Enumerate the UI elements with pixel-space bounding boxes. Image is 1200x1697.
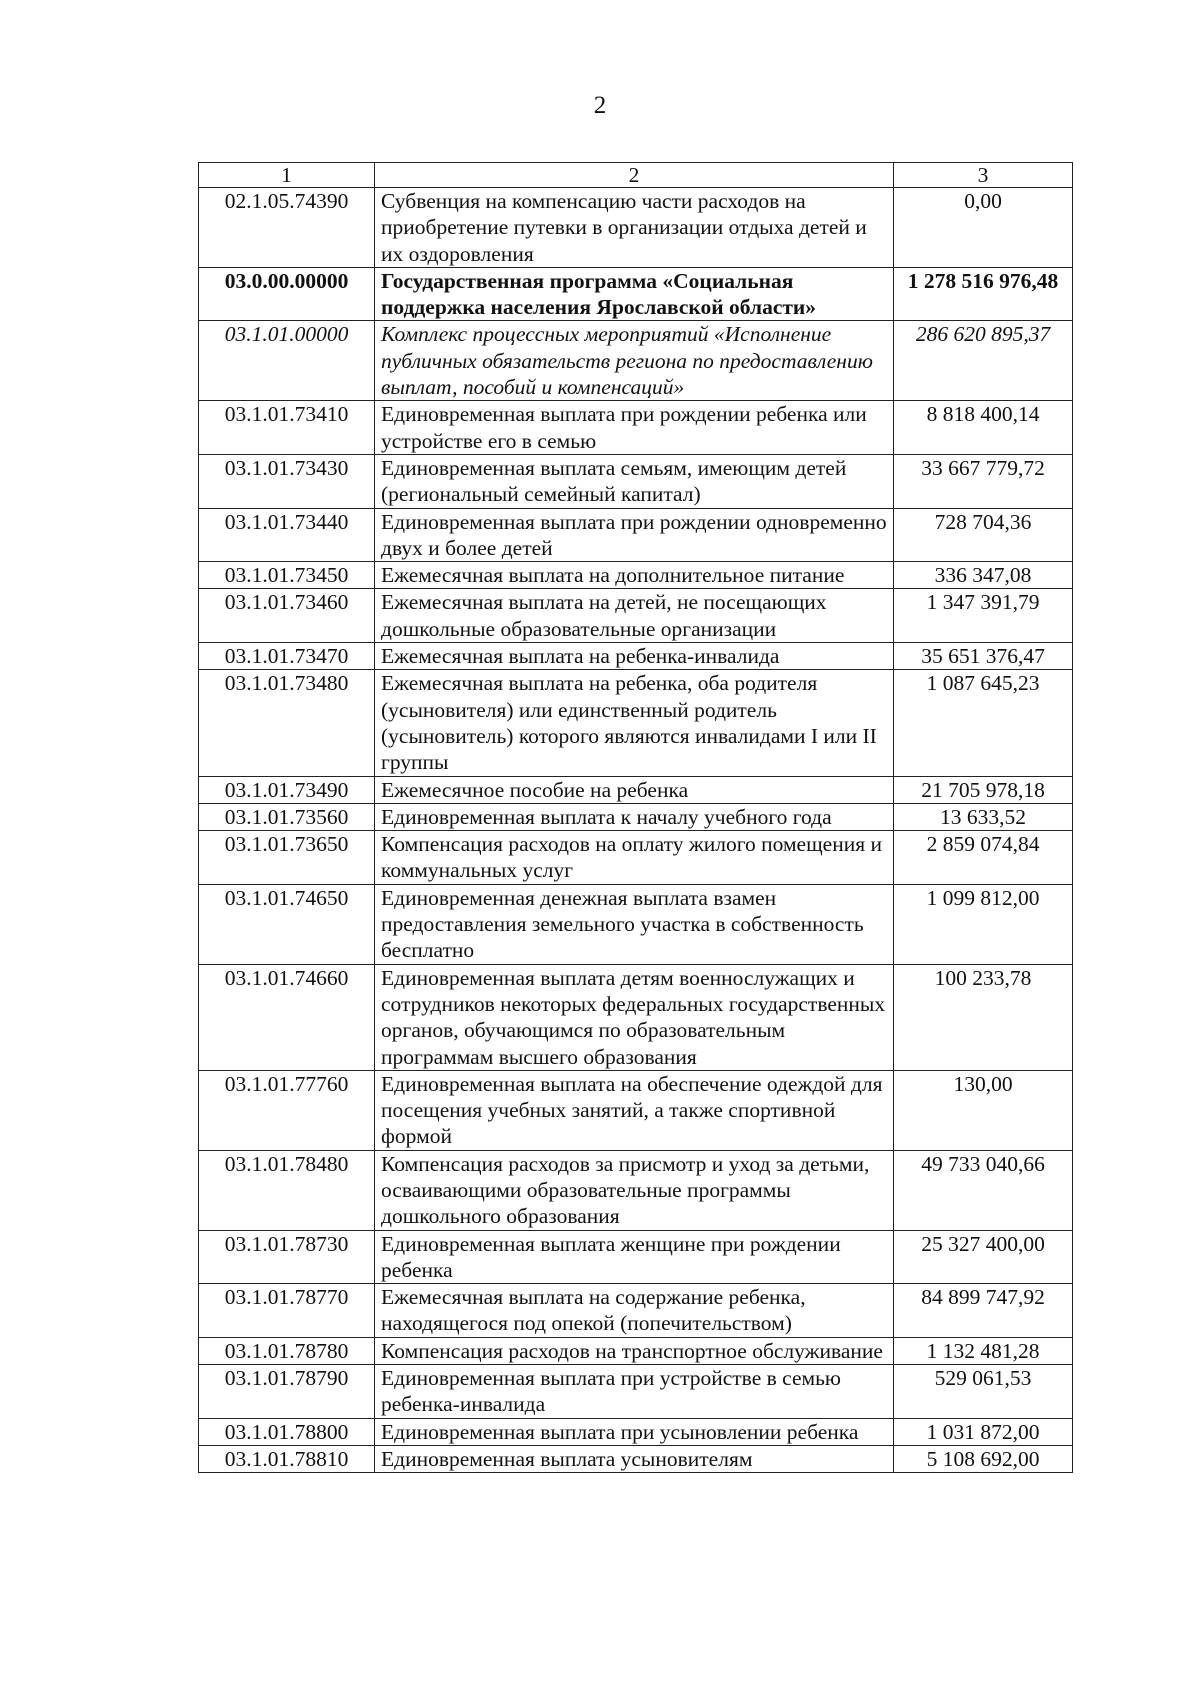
row-code: 03.1.01.00000 bbox=[199, 321, 375, 401]
page-number: 2 bbox=[593, 92, 607, 119]
row-code: 03.1.01.77760 bbox=[199, 1070, 375, 1150]
row-name: Единовременная выплата усыновителям bbox=[375, 1445, 894, 1472]
table-row bbox=[199, 321, 1073, 401]
row-name: Единовременная выплата на обеспечение одеждой для посещения учебных занятий, а также спортивной формой bbox=[375, 1070, 894, 1150]
row-code: 03.1.01.73650 bbox=[199, 831, 375, 885]
table-row bbox=[199, 1365, 1073, 1419]
header-col-3: 3 bbox=[894, 163, 1073, 188]
row-name: Единовременная выплата при усыновлении ребенка bbox=[375, 1418, 894, 1445]
row-amount: 130,00 bbox=[894, 1070, 1073, 1150]
row-amount: 49 733 040,66 bbox=[894, 1150, 1073, 1230]
row-amount: 5 108 692,00 bbox=[894, 1445, 1073, 1472]
row-code: 03.1.01.73470 bbox=[199, 643, 375, 670]
table-row bbox=[199, 776, 1073, 803]
row-name: Субвенция на компенсацию части расходов на приобретение путевки в организации отдыха детей и их оздоровления bbox=[375, 188, 894, 268]
row-amount: 13 633,52 bbox=[894, 803, 1073, 830]
row-code: 03.1.01.78790 bbox=[199, 1365, 375, 1419]
row-name: Ежемесячное пособие на ребенка bbox=[375, 776, 894, 803]
row-code: 03.1.01.74660 bbox=[199, 964, 375, 1070]
row-code: 03.1.01.73460 bbox=[199, 589, 375, 643]
table-body bbox=[199, 188, 1073, 1473]
row-name: Комплекс процессных мероприятий «Исполнение публичных обязательств региона по предоставлению выплат, пособий и компенсаций» bbox=[375, 321, 894, 401]
row-name: Ежемесячная выплата на дополнительное питание bbox=[375, 562, 894, 589]
row-name: Ежемесячная выплата на детей, не посещающих дошкольные образовательные организации bbox=[375, 589, 894, 643]
row-code: 03.1.01.73410 bbox=[199, 401, 375, 455]
row-amount: 1 087 645,23 bbox=[894, 670, 1073, 776]
table-row bbox=[199, 884, 1073, 964]
row-name: Единовременная выплата детям военнослужащих и сотрудников некоторых федеральных государственных органов, обучающимся по образовательным программам высшего образования bbox=[375, 964, 894, 1070]
table-row bbox=[199, 589, 1073, 643]
row-code: 03.1.01.78730 bbox=[199, 1230, 375, 1284]
row-amount: 0,00 bbox=[894, 188, 1073, 268]
row-amount: 1 347 391,79 bbox=[894, 589, 1073, 643]
row-amount: 25 327 400,00 bbox=[894, 1230, 1073, 1284]
row-name: Единовременная выплата при рождении одновременно двух и более детей bbox=[375, 508, 894, 562]
row-code: 03.0.00.00000 bbox=[199, 267, 375, 321]
row-code: 03.1.01.73430 bbox=[199, 454, 375, 508]
table-header-row bbox=[199, 163, 1073, 188]
row-name: Компенсация расходов за присмотр и уход за детьми, осваивающими образовательные программы дошкольного образования bbox=[375, 1150, 894, 1230]
table-row bbox=[199, 562, 1073, 589]
row-name: Компенсация расходов на оплату жилого помещения и коммунальных услуг bbox=[375, 831, 894, 885]
row-amount: 529 061,53 bbox=[894, 1365, 1073, 1419]
row-name: Государственная программа «Социальная поддержка населения Ярославской области» bbox=[375, 267, 894, 321]
row-code: 03.1.01.78780 bbox=[199, 1337, 375, 1364]
table-row bbox=[199, 803, 1073, 830]
row-amount: 1 099 812,00 bbox=[894, 884, 1073, 964]
table-row bbox=[199, 670, 1073, 776]
row-code: 03.1.01.78770 bbox=[199, 1284, 375, 1338]
row-code: 03.1.01.73440 bbox=[199, 508, 375, 562]
row-name: Ежемесячная выплата на ребенка-инвалида bbox=[375, 643, 894, 670]
row-amount: 21 705 978,18 bbox=[894, 776, 1073, 803]
table-row bbox=[199, 508, 1073, 562]
header-col-2: 2 bbox=[375, 163, 894, 188]
row-code: 03.1.01.78800 bbox=[199, 1418, 375, 1445]
header-col-1: 1 bbox=[199, 163, 375, 188]
row-name: Единовременная выплата при рождении ребенка или устройстве его в семью bbox=[375, 401, 894, 455]
table-row bbox=[199, 1070, 1073, 1150]
row-amount: 1 031 872,00 bbox=[894, 1418, 1073, 1445]
table-row bbox=[199, 1445, 1073, 1472]
row-code: 03.1.01.78810 bbox=[199, 1445, 375, 1472]
row-amount: 1 278 516 976,48 bbox=[894, 267, 1073, 321]
row-name: Единовременная денежная выплата взамен предоставления земельного участка в собственность бесплатно bbox=[375, 884, 894, 964]
table-row bbox=[199, 401, 1073, 455]
row-amount: 8 818 400,14 bbox=[894, 401, 1073, 455]
table-row bbox=[199, 1337, 1073, 1364]
row-amount: 336 347,08 bbox=[894, 562, 1073, 589]
row-name: Единовременная выплата при устройстве в семью ребенка-инвалида bbox=[375, 1365, 894, 1419]
table-row bbox=[199, 643, 1073, 670]
row-amount: 286 620 895,37 bbox=[894, 321, 1073, 401]
row-name: Единовременная выплата семьям, имеющим детей (региональный семейный капитал) bbox=[375, 454, 894, 508]
row-name: Единовременная выплата к началу учебного года bbox=[375, 803, 894, 830]
row-name: Компенсация расходов на транспортное обслуживание bbox=[375, 1337, 894, 1364]
row-amount: 33 667 779,72 bbox=[894, 454, 1073, 508]
row-amount: 100 233,78 bbox=[894, 964, 1073, 1070]
table-row bbox=[199, 1230, 1073, 1284]
row-code: 03.1.01.78480 bbox=[199, 1150, 375, 1230]
table-row bbox=[199, 1418, 1073, 1445]
row-name: Ежемесячная выплата на ребенка, оба родителя (усыновителя) или единственный родитель (усыновитель) которого являются инвалидами I или II группы bbox=[375, 670, 894, 776]
table-row bbox=[199, 1150, 1073, 1230]
table-row bbox=[199, 831, 1073, 885]
row-amount: 35 651 376,47 bbox=[894, 643, 1073, 670]
table-row bbox=[199, 188, 1073, 268]
budget-table bbox=[198, 162, 1073, 1473]
table-row bbox=[199, 964, 1073, 1070]
row-name: Единовременная выплата женщине при рождении ребенка bbox=[375, 1230, 894, 1284]
table-row bbox=[199, 1284, 1073, 1338]
row-code: 03.1.01.73560 bbox=[199, 803, 375, 830]
table-row bbox=[199, 454, 1073, 508]
row-code: 03.1.01.73480 bbox=[199, 670, 375, 776]
row-amount: 84 899 747,92 bbox=[894, 1284, 1073, 1338]
row-amount: 2 859 074,84 bbox=[894, 831, 1073, 885]
row-code: 02.1.05.74390 bbox=[199, 188, 375, 268]
row-code: 03.1.01.73490 bbox=[199, 776, 375, 803]
row-name: Ежемесячная выплата на содержание ребенка, находящегося под опекой (попечительством) bbox=[375, 1284, 894, 1338]
row-amount: 1 132 481,28 bbox=[894, 1337, 1073, 1364]
table-row bbox=[199, 267, 1073, 321]
row-code: 03.1.01.74650 bbox=[199, 884, 375, 964]
row-amount: 728 704,36 bbox=[894, 508, 1073, 562]
row-code: 03.1.01.73450 bbox=[199, 562, 375, 589]
